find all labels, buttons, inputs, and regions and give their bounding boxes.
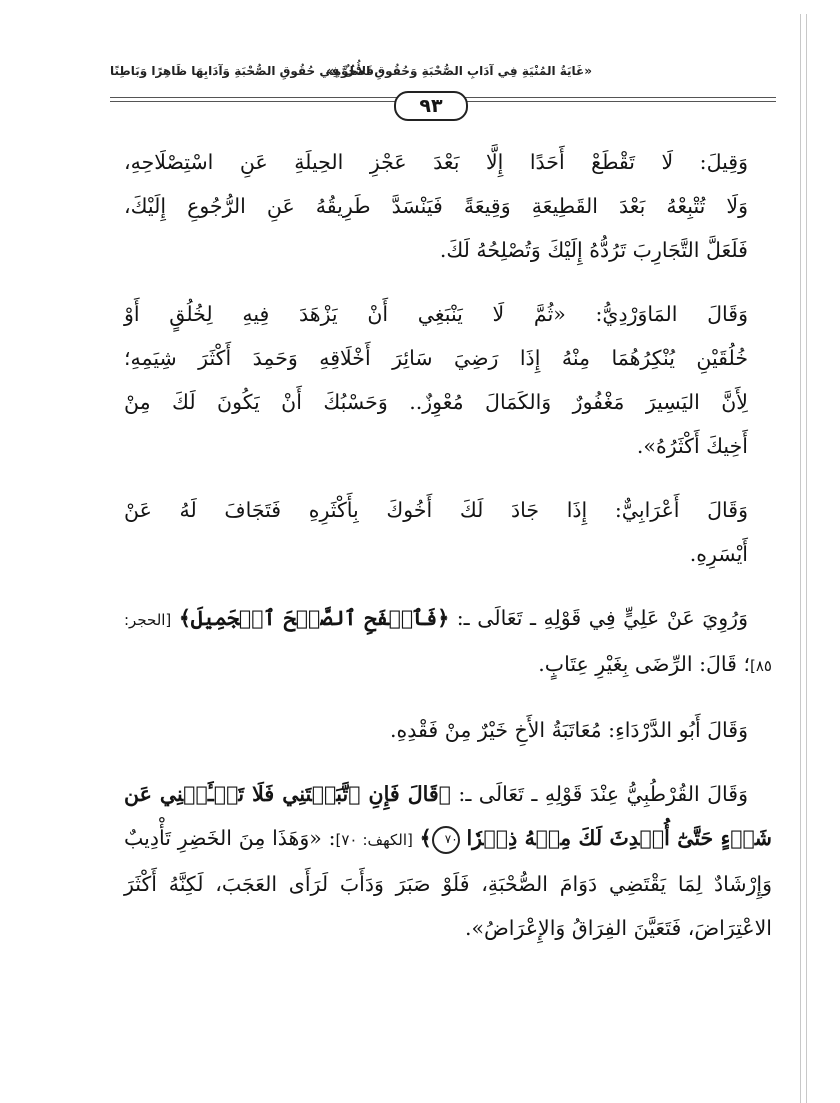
paragraph	[124, 292, 772, 468]
quran-verse: ﴿فَٱصۡفَحِ ٱلصَّفۡحَ ٱلۡجَمِيلَ﴾	[178, 606, 450, 630]
running-head-book-title: «غَايَةُ المُنْيَةِ فِي آدَابِ الصُّحْبَةِ وَحُقُوقِ الأُخُوَّةِ»	[326, 64, 592, 78]
text-line: وَقَالَ أَعْرَابِيٌّ: إِذَا جَادَ لَكَ أَخُوكَ بِأَكْثَرِهِ فَتَجَافَ لَهُ عَنْ	[124, 498, 748, 522]
paragraph	[124, 140, 772, 272]
text-line: وَقَالَ أَبُو الدَّرْدَاءِ: مُعَاتَبَةُ الأَخِ خَيْرٌ مِنْ فَقْدِهِ.	[390, 718, 748, 742]
text-line: وَقِيلَ: لَا تَقْطَعْ أَحَدًا إِلَّا بَعْدَ عَجْزِ الحِيلَةِ عَنِ اسْتِصْلَاحِهِ،	[124, 150, 748, 174]
text-line: أَيْسَرِهِ.	[689, 542, 748, 566]
text-run: وَرُوِيَ عَنْ عَلِيٍّ فِي قَوْلِهِ ـ تَعَالَى ـ:	[449, 606, 748, 630]
verse-reference: [الكهف: ٧٠]	[335, 831, 413, 849]
paragraph	[124, 772, 772, 950]
text-line: وَلَا تُتْبِعْهُ بَعْدَ القَطِيعَةِ وَقِيعَةً فَيَنْسَدَّ طَرِيقُهُ عَنِ الرُّجُوعِ إِلَيْكَ،	[124, 194, 748, 218]
paragraph	[124, 708, 772, 752]
running-head-chapter-title: فَصْلٌ فِي حُقُوقِ الصُّحْبَةِ وَآدَابِهَا ظَاهِرًا وَبَاطِنًا	[110, 64, 374, 78]
text-line: خُلُقَيْنِ يُنْكِرُهُمَا مِنْهُ إِذَا رَضِيَ سَائِرَ أَخْلَاقِهِ وَحَمِدَ أَكْثَرَ شِيَمِهِ؛	[124, 346, 748, 370]
verse-close-bracket: ﴾	[419, 826, 432, 850]
verse-reference: [الحجر: ٨٥]	[124, 611, 772, 675]
paragraph	[124, 488, 772, 576]
text-line: وَقَالَ المَاوَرْدِيُّ: «ثُمَّ لَا يَنْبَغِي أَنْ يَزْهَدَ فِيهِ لِخُلُقٍ أَوْ	[124, 302, 748, 326]
paragraph	[124, 596, 772, 688]
text-line: فَلَعَلَّ التَّجَارِبَ تَرُدُّهُ إِلَيْكَ وَتُصْلِحُهُ لَكَ.	[439, 238, 748, 262]
page-edge-line	[800, 14, 801, 1103]
text-run: وَقَالَ القُرْطُبِيُّ عِنْدَ قَوْلِهِ ـ تَعَالَى ـ:	[450, 782, 748, 806]
text-run: ؛ قَالَ: الرِّضَى بِغَيْرِ عِتَابٍ.	[538, 652, 751, 676]
page-edge-line	[806, 14, 807, 1103]
page-body	[124, 140, 772, 970]
text-run: : «وَهَذَا مِنَ الخَضِرِ تَأْدِيبٌ وَإِرْشَادٌ لِمَا يَقْتَضِي دَوَامَ الصُّحْبَةِ، فَلَوْ صَبَرَ وَدَأَبَ لَرَأَى العَجَبَ، لَكِنَّهُ أَكْثَرَ الاعْتِرَاضَ، فَتَعَيَّنَ الفِرَاقُ وَالإِعْرَاضُ».	[124, 826, 772, 940]
page-number: ٩٣	[394, 91, 468, 121]
verse-number-medallion: ٧٠	[432, 826, 460, 854]
text-line: أَخِيكَ أَكْثَرُهُ».	[636, 434, 748, 458]
quran-verse: ﴿قَالَ فَإِنِ ٱتَّبَعۡتَنِي فَلَا تَسۡـَٔلۡنِي عَن شَيۡءٍ حَتَّىٰٓ أُحۡدِثَ لَكَ مِنۡهُ ذِكۡرٗا	[124, 782, 772, 850]
text-line: لِأَنَّ اليَسِيرَ مَغْفُورٌ وَالكَمَالَ مُعْوِزٌ.. وَحَسْبُكَ أَنْ يَكُونَ لَكَ مِنْ	[124, 390, 748, 414]
